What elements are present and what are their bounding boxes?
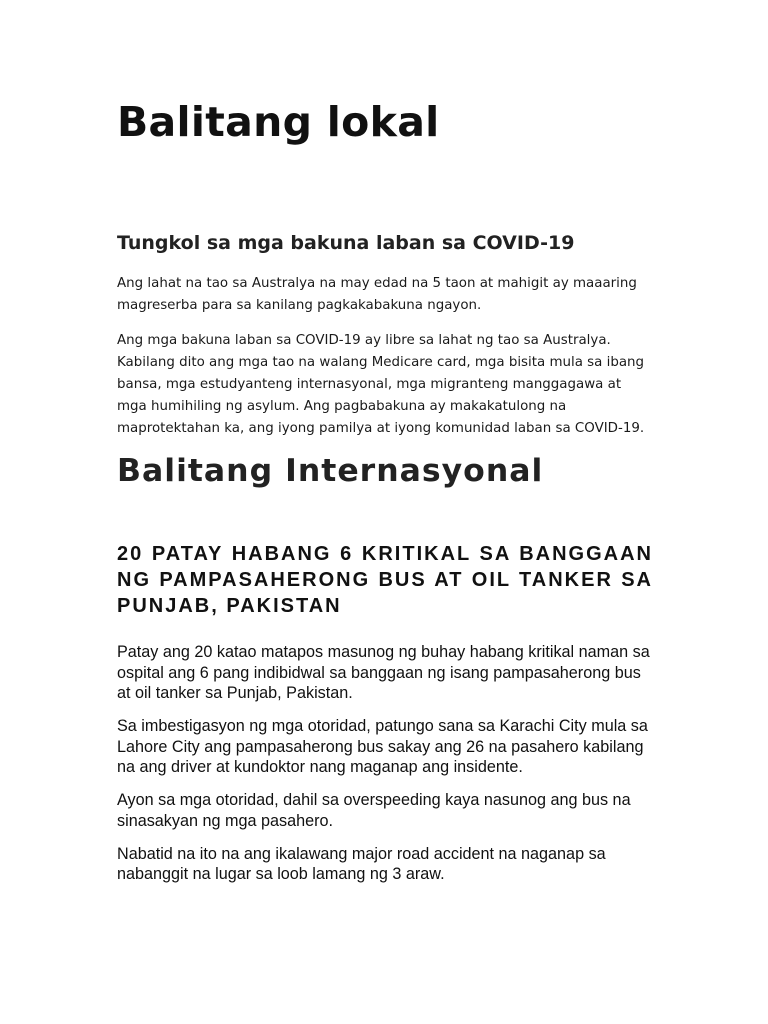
covid-article-body: [117, 273, 653, 453]
news-paragraph: Patay ang 20 katao matapos masunog ng buhay habang kritikal naman sa ospital ang 6 pang indibidwal sa banggaan ng isang pampasaherong bus at oil tanker sa Punjab, Pakistan.: [117, 643, 650, 702]
news-paragraph: Sa imbestigasyon ng mga otoridad, patungo sana sa Karachi City mula sa Lahore City ang pampasaherong bus sakay ang 26 na pasahero kabilang na ang driver at kundoktor nang maganap ang insidente.: [117, 717, 648, 776]
bus-accident-article-body: [117, 642, 653, 897]
news-paragraph: Nabatid na ito na ang ikalawang major road accident na naganap sa nabanggit na lugar sa loob lamang ng 3 araw.: [117, 844, 606, 883]
local-news-heading: Balitang lokal: [117, 98, 440, 146]
covid-article-title: Tungkol sa mga bakuna laban sa COVID-19: [117, 232, 575, 254]
bus-accident-article-title: 20 PATAY HABANG 6 KRITIKAL SA BANGGAAN NG PAMPASAHERONG BUS AT OIL TANKER SA PUNJAB, PAKISTAN: [117, 543, 653, 617]
news-paragraph: Ayon sa mga otoridad, dahil sa overspeeding kaya nasunog ang bus na sinasakyan ng mga pasahero.: [117, 791, 631, 830]
covid-paragraph: Ang lahat na tao sa Australya na may edad na 5 taon at mahigit ay maaaring magreserba para sa kanilang pagkakabakuna ngayon.: [117, 276, 637, 313]
international-news-heading: Balitang Internasyonal: [117, 453, 544, 489]
covid-paragraph: Ang mga bakuna laban sa COVID-19 ay libre sa lahat ng tao sa Australya. Kabilang dito ang mga tao na walang Medicare card, mga bisita mula sa ibang bansa, mga estudyanteng internasyonal, mga migranteng manggagawa at mga humihiling ng asylum. Ang pagbabakuna ay makakatulong na maprotektahan ka, ang iyong pamilya at iyong komunidad laban sa COVID-19.: [117, 333, 645, 436]
